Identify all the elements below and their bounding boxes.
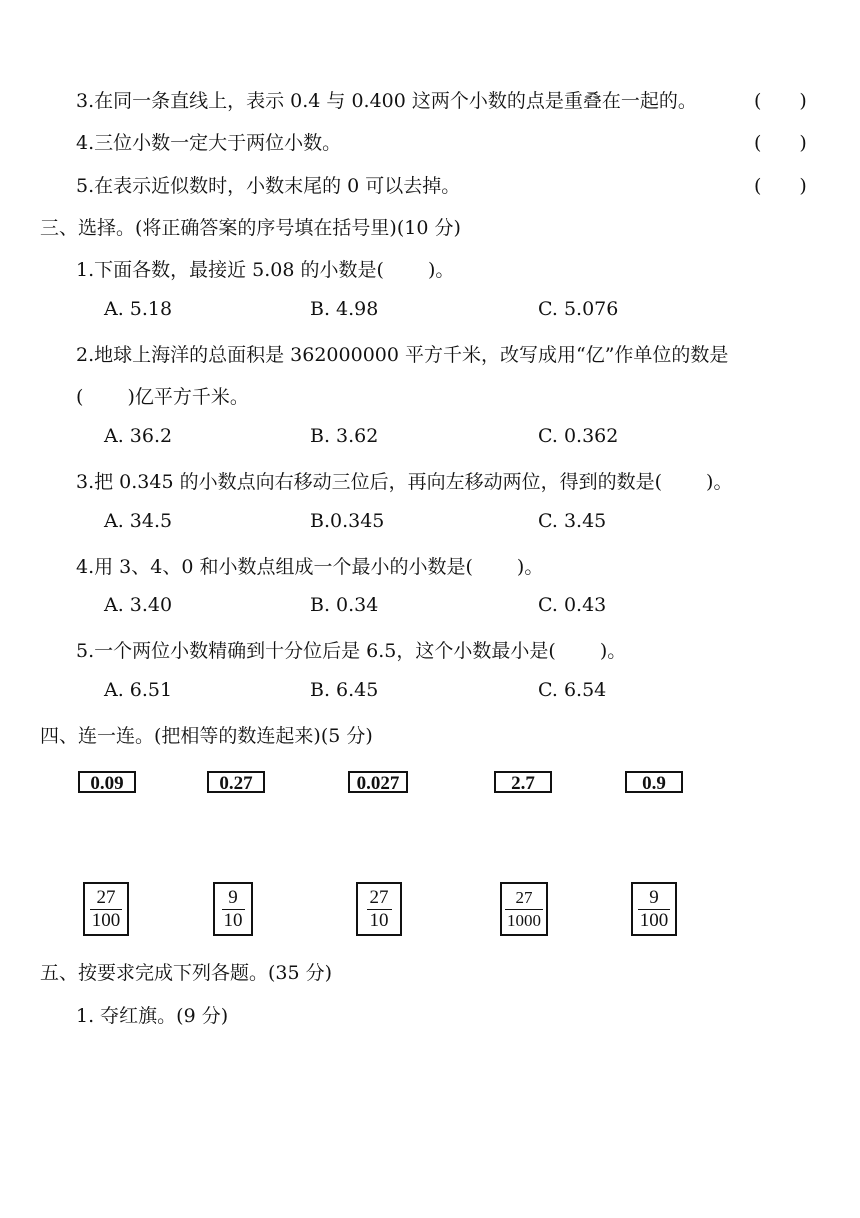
fraction-bar — [505, 909, 543, 910]
decimal-box-4[interactable]: 2.7 — [494, 771, 552, 793]
choice-q2-line2: ( )亿平方千米。 — [76, 386, 249, 408]
fraction-3 — [367, 888, 392, 931]
section-5-heading: 五、按要求完成下列各题。(35 分) — [40, 962, 333, 984]
fraction-box-1[interactable] — [83, 882, 129, 936]
fraction-5 — [638, 888, 671, 931]
choice-q3-option-b[interactable]: B.0.345 — [310, 510, 385, 532]
judge-item-4: 4.三位小数一定大于两位小数。 — [76, 132, 342, 154]
section-4-heading: 四、连一连。(把相等的数连起来)(5 分) — [40, 725, 373, 747]
fraction-3-numerator: 27 — [369, 886, 389, 908]
choice-q4-option-c[interactable]: C. 0.43 — [538, 594, 607, 616]
fraction-4-numerator: 27 — [515, 887, 533, 907]
judge-item-3: 3.在同一条直线上，表示 0.4 与 0.400 这两个小数的点是重叠在一起的。 — [76, 90, 697, 112]
fraction-4 — [505, 888, 543, 931]
judge-blank-3[interactable]: ( ) — [754, 90, 807, 112]
choice-q2-option-c[interactable]: C. 0.362 — [538, 425, 619, 447]
judge-item-5: 5.在表示近似数时，小数末尾的 0 可以去掉。 — [76, 175, 461, 197]
decimal-box-2[interactable]: 0.27 — [207, 771, 265, 793]
choice-q1-option-a[interactable]: A. 5.18 — [104, 298, 173, 320]
choice-q5-option-b[interactable]: B. 6.45 — [310, 679, 379, 701]
choice-q5-option-c[interactable]: C. 6.54 — [538, 679, 607, 701]
fraction-2-numerator: 9 — [228, 886, 238, 908]
fraction-box-2[interactable] — [213, 882, 253, 936]
choice-q2-option-a[interactable]: A. 36.2 — [104, 425, 173, 447]
fraction-1-denominator: 100 — [91, 909, 121, 931]
section-5-item-1: 1. 夺红旗。(9 分) — [76, 1005, 229, 1027]
choice-q3-option-c[interactable]: C. 3.45 — [538, 510, 607, 532]
fraction-box-3[interactable] — [356, 882, 402, 936]
fraction-5-denominator: 100 — [639, 909, 669, 931]
choice-q4: 4.用 3、4、0 和小数点组成一个最小的小数是( )。 — [76, 556, 544, 578]
section-3-heading: 三、选择。(将正确答案的序号填在括号里)(10 分) — [40, 217, 461, 239]
fraction-4-denominator: 1000 — [507, 910, 541, 930]
decimal-box-5[interactable]: 0.9 — [625, 771, 683, 793]
fraction-3-denominator: 10 — [369, 909, 389, 931]
choice-q4-option-a[interactable]: A. 3.40 — [104, 594, 173, 616]
fraction-box-4[interactable] — [500, 882, 548, 936]
fraction-2 — [222, 888, 245, 931]
choice-q2-line1: 2.地球上海洋的总面积是 362000000 平方千米，改写成用“亿”作单位的数是 — [76, 344, 729, 366]
choice-q3: 3.把 0.345 的小数点向右移动三位后，再向左移动两位，得到的数是( )。 — [76, 471, 733, 493]
choice-q1: 1.下面各数，最接近 5.08 的小数是( )。 — [76, 259, 455, 281]
fraction-5-numerator: 9 — [649, 886, 659, 908]
fraction-1 — [90, 888, 123, 931]
choice-q4-option-b[interactable]: B. 0.34 — [310, 594, 379, 616]
choice-q5: 5.一个两位小数精确到十分位后是 6.5，这个小数最小是( )。 — [76, 640, 627, 662]
fraction-box-5[interactable] — [631, 882, 677, 936]
judge-blank-4[interactable]: ( ) — [754, 132, 807, 154]
decimal-box-1[interactable]: 0.09 — [78, 771, 136, 793]
fraction-1-numerator: 27 — [96, 886, 116, 908]
choice-q5-option-a[interactable]: A. 6.51 — [104, 679, 173, 701]
choice-q3-option-a[interactable]: A. 34.5 — [104, 510, 173, 532]
choice-q1-option-b[interactable]: B. 4.98 — [310, 298, 379, 320]
fraction-2-denominator: 10 — [223, 909, 243, 931]
choice-q2-option-b[interactable]: B. 3.62 — [310, 425, 379, 447]
judge-blank-5[interactable]: ( ) — [754, 175, 807, 197]
choice-q1-option-c[interactable]: C. 5.076 — [538, 298, 619, 320]
decimal-box-3[interactable]: 0.027 — [348, 771, 408, 793]
